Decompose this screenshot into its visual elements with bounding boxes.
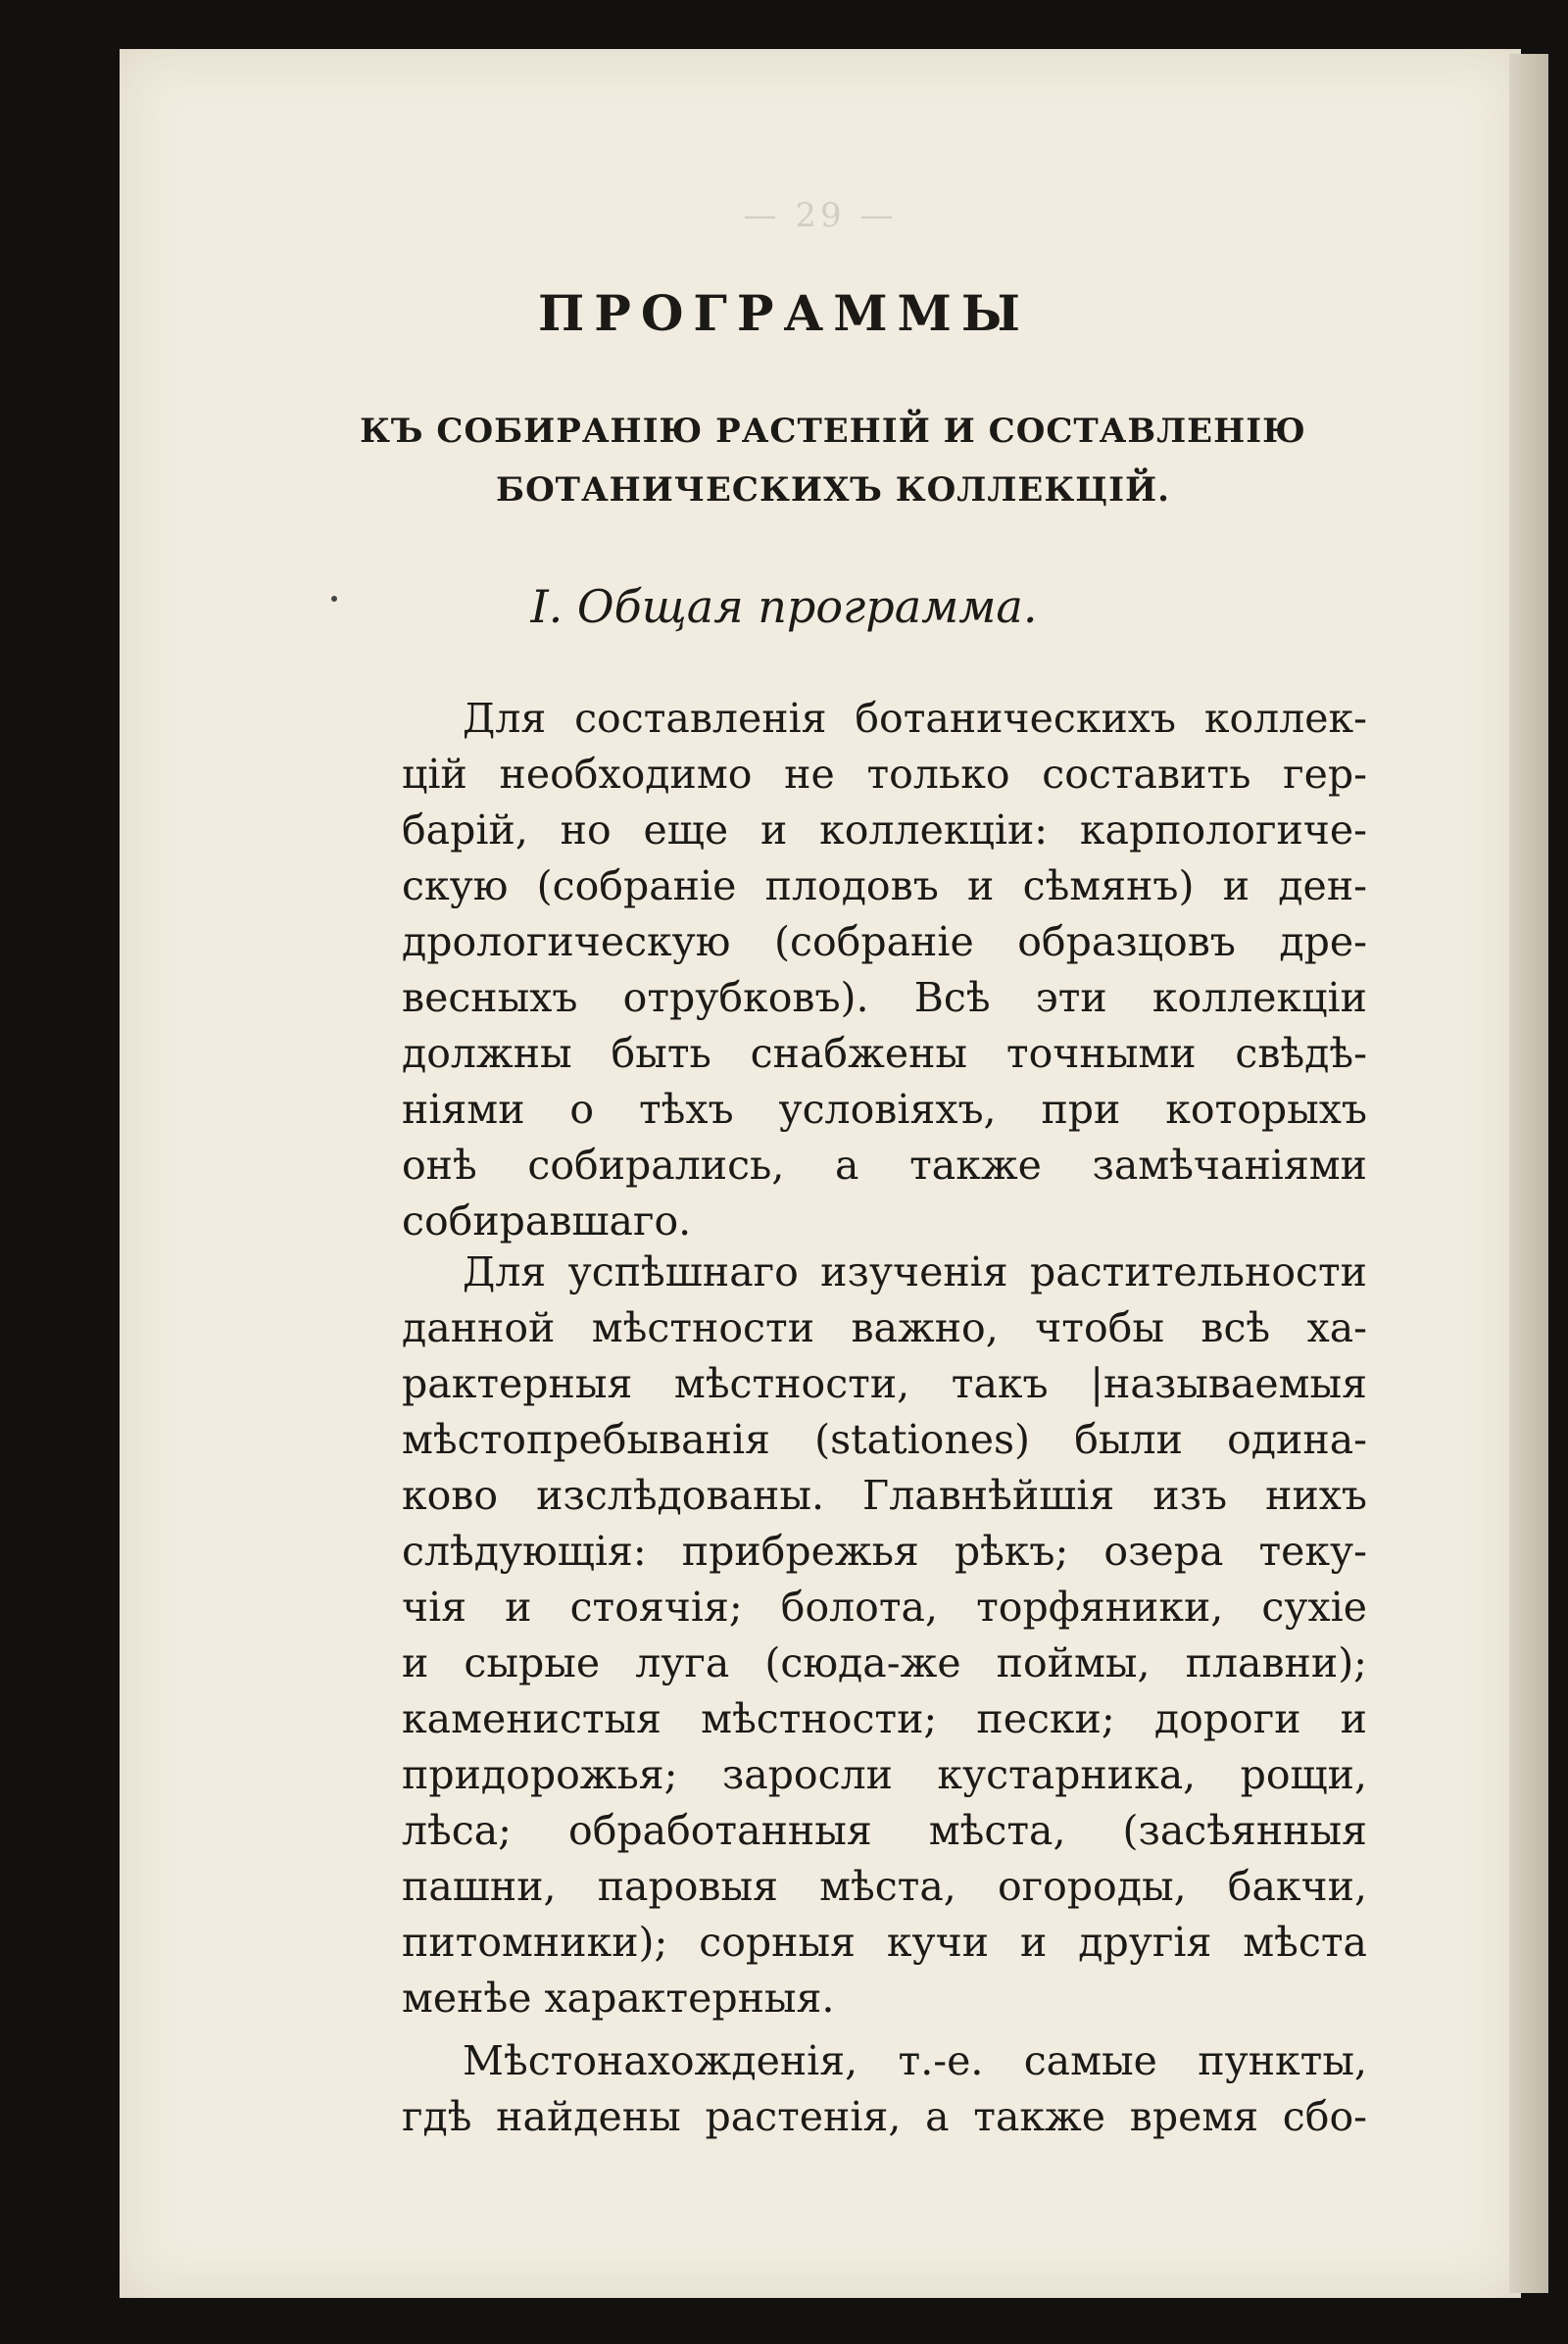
paragraph-1	[402, 691, 1367, 1249]
text-line: барій, но еще и коллекціи: карпологиче-	[402, 806, 1367, 854]
text-line: рактерныя мѣстности, такъ |называемыя	[402, 1360, 1367, 1407]
text-line: собиравшаго.	[402, 1197, 692, 1245]
page-edge	[1509, 54, 1548, 2293]
paragraph-2	[402, 1245, 1367, 2027]
text-line: гдѣ найдены растенія, а также время сбо-	[402, 2093, 1367, 2140]
text-line: Для составленія ботаническихъ коллек-	[463, 695, 1367, 742]
text-line: менѣе характерныя.	[402, 1975, 835, 2022]
subtitle-line: КЪ СОБИРАНІЮ РАСТЕНІЙ И СОСТАВЛЕНІЮ	[360, 412, 1306, 451]
text-line: должны быть снабжены точными свѣдѣ-	[402, 1030, 1367, 1077]
text-line: онѣ собирались, а также замѣчаніями	[402, 1142, 1367, 1189]
text-line: дрологическую (собраніе образцовъ дре-	[402, 918, 1367, 965]
text-line: каменистыя мѣстности; пески; дороги и	[402, 1695, 1367, 1742]
section-heading: I. Общая программа.	[530, 580, 1038, 633]
text-line: и сырые луга (сюда-же поймы, плавни);	[402, 1639, 1367, 1686]
text-line: Для успѣшнаго изученія растительности	[463, 1248, 1367, 1295]
text-line: питомники); сорныя кучи и другія мѣста	[402, 1919, 1367, 1966]
page-number: — 29 —	[743, 196, 898, 235]
text-line: ково изслѣдованы. Главнѣйшія изъ нихъ	[402, 1472, 1367, 1519]
paragraph-3	[402, 2033, 1367, 2145]
text-line: ніями о тѣхъ условіяхъ, при которыхъ	[402, 1086, 1367, 1133]
text-line: пашни, паровыя мѣста, огороды, бакчи,	[402, 1863, 1367, 1910]
text-line: Мѣстонахожденія, т.-е. самые пункты,	[463, 2037, 1367, 2084]
text-line: лѣса; обработанныя мѣста, (засѣянныя	[402, 1807, 1367, 1854]
subtitle-line: БОТАНИЧЕСКИХЪ КОЛЛЕКЦІЙ.	[496, 470, 1170, 510]
text-line: слѣдующія: прибрежья рѣкъ; озера теку-	[402, 1528, 1367, 1575]
text-line: мѣстопребыванія (stationes) были одина-	[402, 1416, 1367, 1463]
text-line: скую (собраніе плодовъ и сѣмянъ) и ден-	[402, 862, 1367, 909]
text-line: придорожья; заросли кустарника, рощи,	[402, 1751, 1367, 1798]
text-line: цій необходимо не только составить гер-	[402, 751, 1367, 798]
page-title: ПРОГРАММЫ	[538, 284, 1030, 342]
text-line: весныхъ отрубковъ). Всѣ эти коллекціи	[402, 974, 1367, 1021]
text-line: чія и стоячія; болота, торфяники, сухіе	[402, 1584, 1367, 1631]
text-line: данной мѣстности важно, чтобы всѣ ха-	[402, 1304, 1367, 1351]
